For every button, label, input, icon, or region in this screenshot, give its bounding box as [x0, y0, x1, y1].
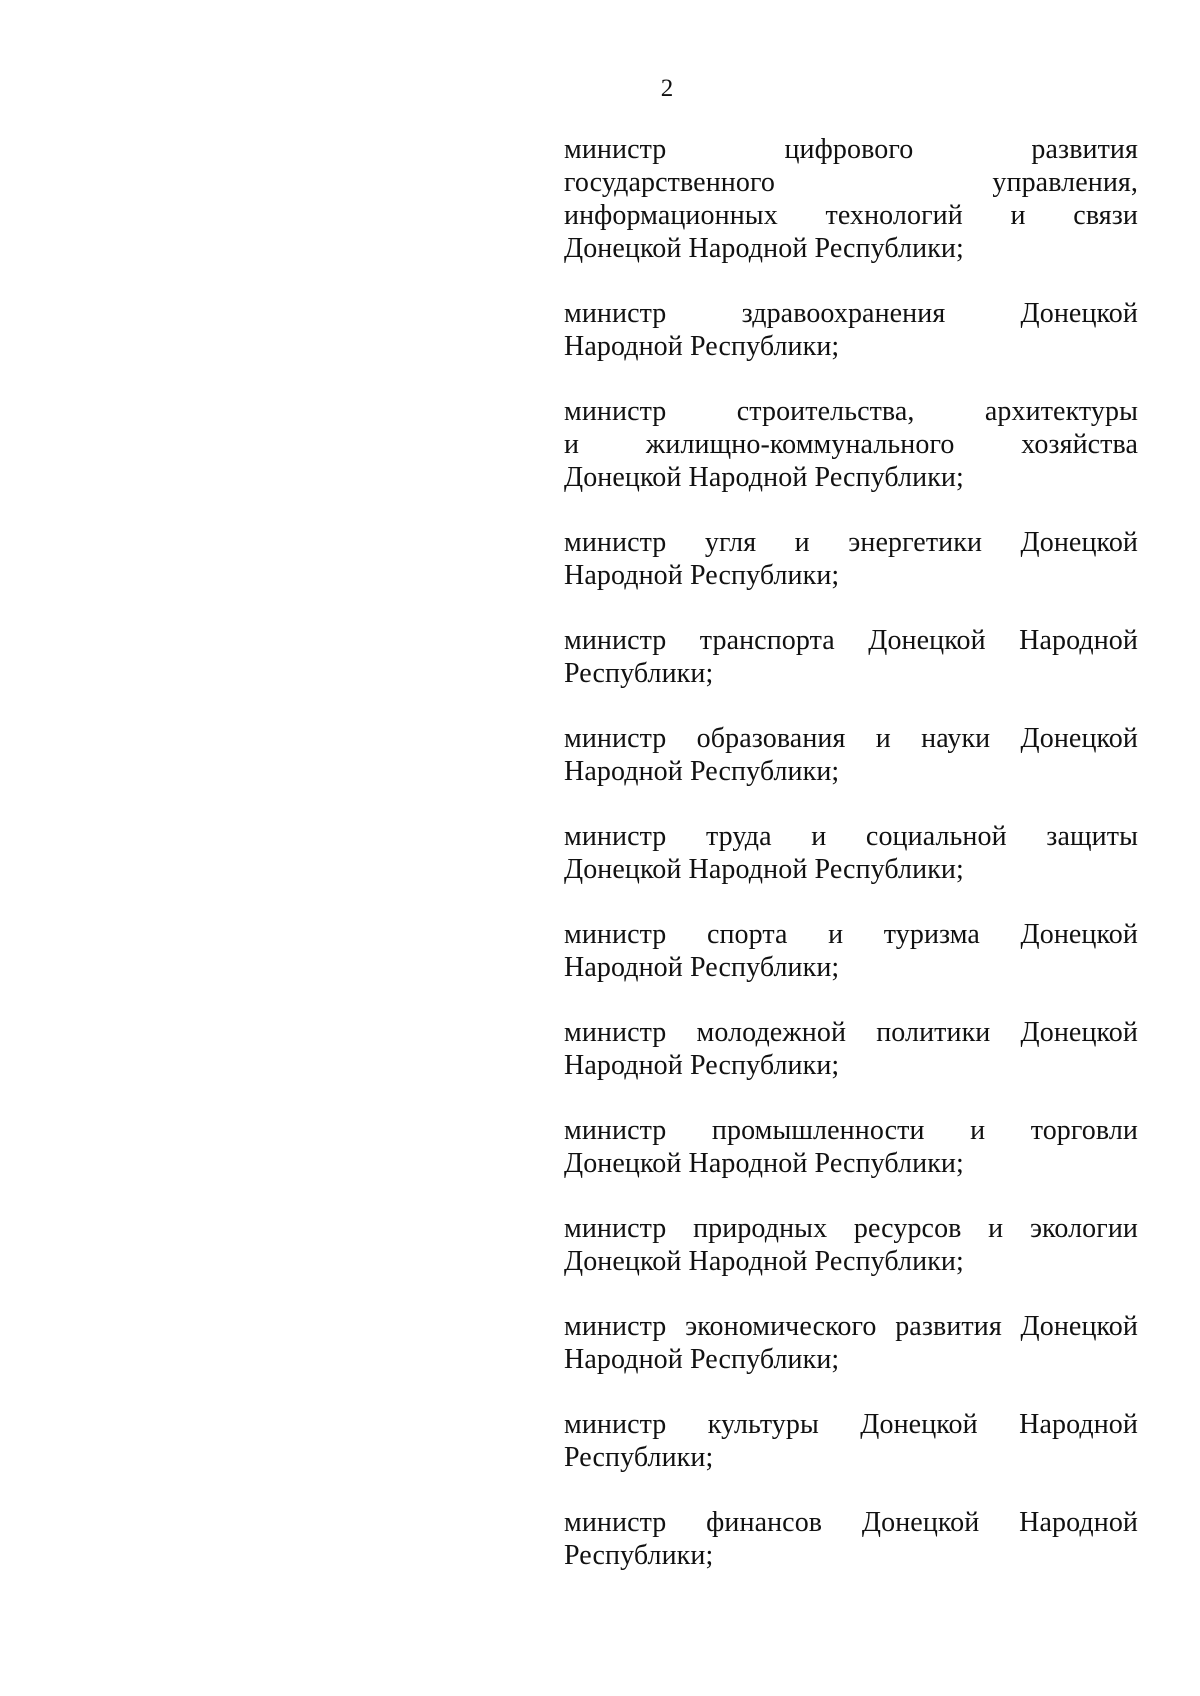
list-item: [564, 395, 1138, 494]
list-item: [564, 133, 1138, 265]
text-line: министр финансов Донецкой Народной: [564, 1507, 1138, 1538]
text-line: государственного управления,: [564, 167, 1138, 198]
text-line: министр экономического развития Донецкой: [564, 1311, 1138, 1342]
list-item: [564, 526, 1138, 592]
list-item: [564, 1016, 1138, 1082]
text-line: министр культуры Донецкой Народной: [564, 1409, 1138, 1440]
text-line: Народной Республики;: [564, 1050, 840, 1081]
text-line: министр угля и энергетики Донецкой: [564, 527, 1138, 558]
text-line: Республики;: [564, 658, 714, 689]
text-line: информационных технологий и связи: [564, 200, 1138, 231]
page-number: 2: [660, 75, 674, 102]
text-line: Народной Республики;: [564, 560, 840, 591]
text-line: министр молодежной политики Донецкой: [564, 1017, 1138, 1048]
text-line: Республики;: [564, 1442, 714, 1473]
list-item: [564, 1506, 1138, 1572]
list-item: [564, 624, 1138, 690]
text-line: и жилищно-коммунального хозяйства: [564, 429, 1138, 460]
text-line: Республики;: [564, 1540, 714, 1571]
text-line: Донецкой Народной Республики;: [564, 462, 964, 493]
text-line: министр труда и социальной защиты: [564, 821, 1138, 852]
text-line: министр спорта и туризма Донецкой: [564, 919, 1138, 950]
text-line: Народной Республики;: [564, 952, 840, 983]
text-line: министр промышленности и торговли: [564, 1115, 1138, 1146]
text-line: Донецкой Народной Республики;: [564, 1148, 964, 1179]
text-line: министр здравоохранения Донецкой: [564, 298, 1138, 329]
text-line: министр цифрового развития: [564, 134, 1138, 165]
list-item: [564, 1310, 1138, 1376]
list-item: [564, 297, 1138, 363]
list-item: [564, 722, 1138, 788]
text-line: министр природных ресурсов и экологии: [564, 1213, 1138, 1244]
list-item: [564, 1212, 1138, 1278]
list-item: [564, 820, 1138, 886]
list-item: [564, 1114, 1138, 1180]
text-line: Донецкой Народной Республики;: [564, 233, 964, 264]
text-line: Донецкой Народной Республики;: [564, 1246, 964, 1277]
ministers-list: [564, 133, 1138, 1604]
text-line: Народной Республики;: [564, 1344, 840, 1375]
text-line: Донецкой Народной Республики;: [564, 854, 964, 885]
text-line: министр строительства, архитектуры: [564, 396, 1138, 427]
list-item: [564, 1408, 1138, 1474]
text-line: министр образования и науки Донецкой: [564, 723, 1138, 754]
text-line: Народной Республики;: [564, 331, 840, 362]
text-line: министр транспорта Донецкой Народной: [564, 625, 1138, 656]
text-line: Народной Республики;: [564, 756, 840, 787]
list-item: [564, 918, 1138, 984]
